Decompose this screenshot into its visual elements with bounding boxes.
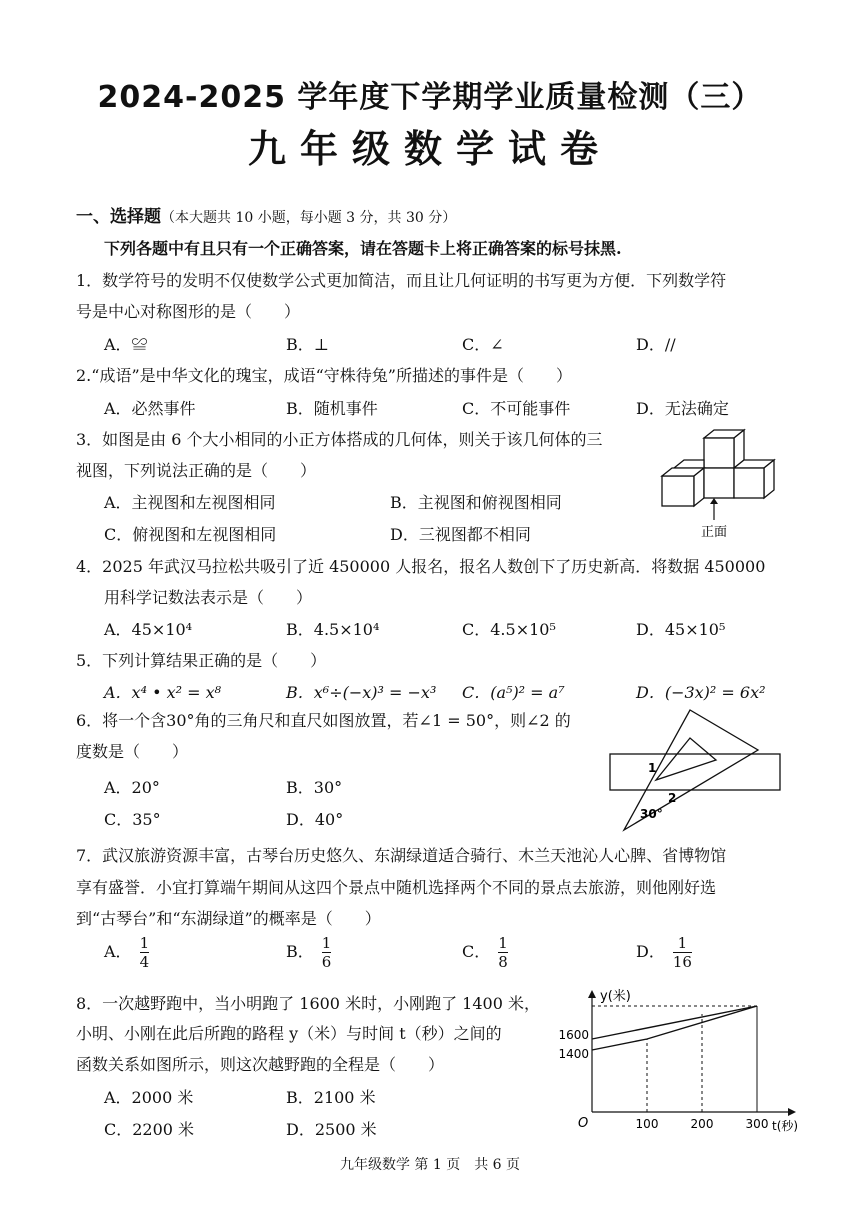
q7-option-b-fraction [322,934,332,971]
q8-option-b: B．2100 米 [286,1088,376,1107]
q7-line3: 到“古琴台”和“东湖绿道”的概率是（ ） [76,909,381,928]
q3-line2: 视图，下列说法正确的是（ ） [76,461,317,480]
q3-option-a: A．主视图和左视图相同 [104,493,276,512]
q7-option-a-fraction [140,934,150,971]
q4-option-c: C．4.5×10⁵ [462,620,556,639]
q4-option-a: A．45×10⁴ [104,620,193,639]
q7-b-den: 6 [321,953,332,971]
q1-option-c: C．∠ [462,335,504,354]
q6-line1: 6．将一个含30°角的三角尺和直尺如图放置，若∠1 = 50°，则∠2 的 [76,711,571,730]
q7-option-a-label: A． [104,942,132,961]
q6-option-c: C．35° [104,810,161,829]
q3-option-c: C．俯视图和左视图相同 [104,525,277,544]
q5-line1: 5．下列计算结果正确的是（ ） [76,651,327,670]
front-label: 正面 [700,525,728,540]
q7-option-d-label: D． [636,942,665,961]
q3-option-b: B．主视图和俯视图相同 [390,493,562,512]
q4-option-b: B．4.5×10⁴ [286,620,380,639]
q6-option-d: D．40° [286,810,344,829]
distance-time-chart [548,982,798,1142]
y-axis-arrow [588,990,596,998]
q7-option-b [286,934,331,971]
q6-option-b: B．30° [286,778,343,797]
x-tick-100: 100 [635,1117,659,1131]
q7-option-c-label: C． [462,942,491,961]
q1-option-b: B．⊥ [286,335,329,354]
q2-option-b: B．随机事件 [286,399,378,418]
angle-1-label: 1 [648,761,657,775]
q5-option-c: C．(a⁵)² = a⁷ [462,683,565,702]
q1-line1: 1．数学符号的发明不仅使数学公式更加简洁，而且让几何证明的书写更为方便．下列数学符 [76,271,727,290]
cube-figure [652,424,782,544]
q5-option-a: A．x⁴ • x² = x⁸ [104,683,222,702]
series-line-2 [592,1006,757,1050]
angle-2-label: 2 [668,791,677,805]
q8-line2: 小明、小刚在此后所跑的路程 y（米）与时间 t（秒）之间的 [76,1024,502,1043]
q2-option-a: A．必然事件 [104,399,196,418]
q4-line1: 4．2025 年武汉马拉松共吸引了近 450000 人报名，报名人数创下了历史新高．将数据 450000 [76,557,766,576]
q7-a-num: 1 [139,934,150,952]
angle-30-label: 30° [640,807,663,821]
q2-option-c: C．不可能事件 [462,399,571,418]
x-axis-label: t(秒) [772,1119,798,1133]
cube-drawing [662,430,774,506]
q7-a-den: 4 [139,953,150,971]
q7-option-c-fraction [498,934,508,971]
q7-d-num: 1 [677,934,688,952]
q2-line1: 2.“成语”是中华文化的瑰宝，成语“守株待兔”所描述的事件是（ ） [76,366,572,385]
section-heading [76,202,456,227]
q4-line2: 用科学记数法表示是（ ） [104,588,313,607]
q8-option-a: A．2000 米 [104,1088,194,1107]
y-axis-label: y(米) [600,989,631,1004]
q7-option-d [636,934,692,971]
q7-d-den: 16 [672,953,692,971]
ruler-triangle-figure [604,704,784,834]
q8-line3: 函数关系如图所示，则这次越野跑的全程是（ ） [76,1055,445,1074]
q8-option-c: C．2200 米 [104,1120,195,1139]
q7-line2: 享有盛誉．小宜打算端午期间从这四个景点中随机选择两个不同的景点去旅游，则他刚好选 [76,878,717,897]
q7-option-c [462,934,508,971]
y-tick-1400: 1400 [558,1047,589,1061]
front-arrow-head [710,498,718,504]
q7-line1: 7．武汉旅游资源丰富，古琴台历史悠久、东湖绿道适合骑行、木兰天池沁人心脾、省博物馆 [76,846,727,865]
y-tick-1600: 1600 [558,1028,589,1042]
q5-option-b: B．x⁶÷(−x)³ = −x³ [286,683,437,702]
x-tick-200: 200 [690,1117,714,1131]
q6-option-a: A．20° [104,778,160,797]
q4-option-d: D．45×10⁵ [636,620,726,639]
q1-line2: 号是中心对称图形的是（ ） [76,302,301,321]
q2-option-d: D．无法确定 [636,399,729,418]
q7-c-num: 1 [498,934,508,952]
section-note: （本大题共 10 小题，每小题 3 分，共 30 分） [161,210,457,226]
q7-option-b-label: B． [286,942,314,961]
q5-option-d: D．(−3x)² = 6x² [636,683,766,702]
q7-option-a [104,934,149,971]
q7-b-num: 1 [321,934,332,952]
q6-line2: 度数是（ ） [76,742,189,761]
q7-c-den: 8 [498,953,508,971]
section-instruction: 下列各题中有且只有一个正确答案，请在答题卡上将正确答案的标号抹黑. [104,239,622,258]
x-axis-arrow [788,1108,796,1116]
exam-header-title: 2024-2025 学年度下学期学业质量检测（三） [97,80,763,115]
q8-option-d: D．2500 米 [286,1120,377,1139]
page-footer: 九年级数学 第 1 页 共 6 页 [339,1157,521,1173]
origin-label: O [578,1116,589,1131]
q7-option-d-fraction [673,934,692,971]
q3-option-d: D．三视图都不相同 [390,525,531,544]
series-line-1 [592,1006,757,1039]
q3-line1: 3．如图是由 6 个大小相同的小正方体搭成的几何体，则关于该几何体的三 [76,430,603,449]
x-tick-300: 300 [745,1117,769,1131]
ruler-rect [610,754,780,790]
q8-line1: 8．一次越野跑中，当小明跑了 1600 米时，小刚跑了 1400 米， [76,994,540,1013]
q1-option-a: A．≌ [104,335,148,354]
exam-subtitle: 九年级数学试卷 [247,127,612,171]
q1-option-d: D．// [636,335,676,354]
section-title: 一、选择题 [76,207,161,227]
